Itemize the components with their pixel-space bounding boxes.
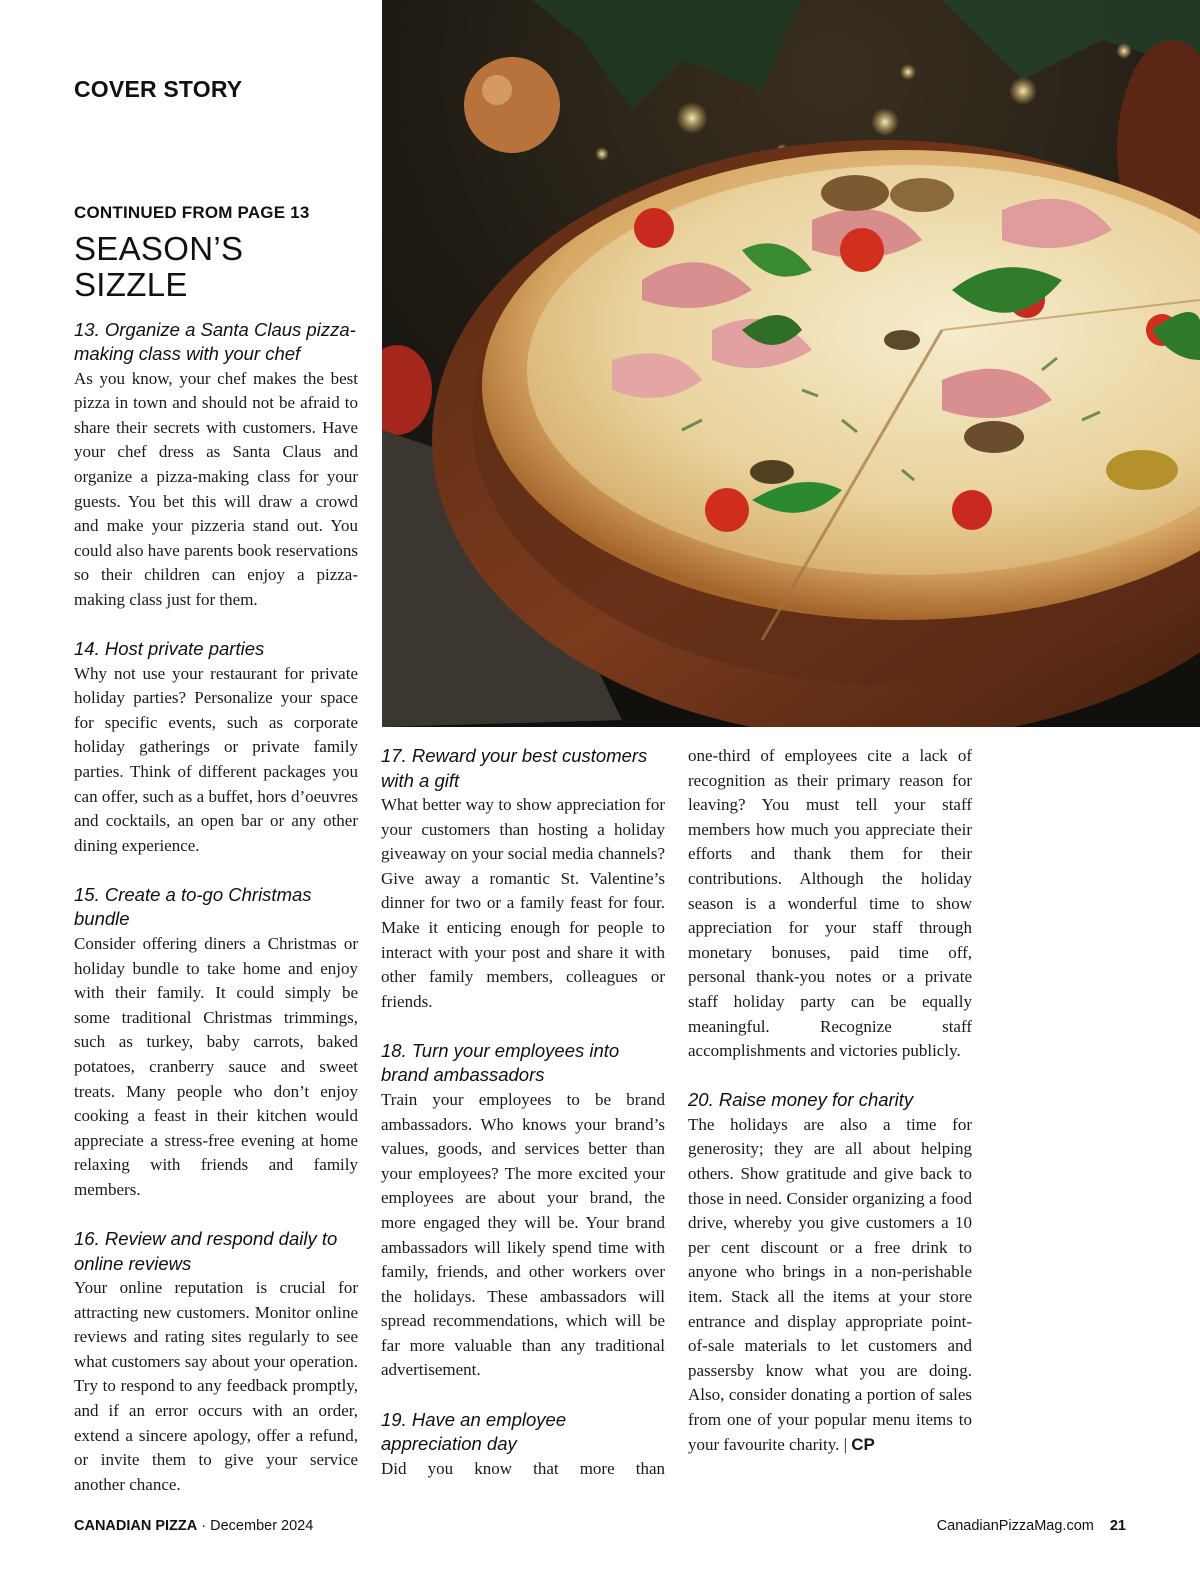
section-body: Train your employees to be brand ambassadors. Who knows your brand’s values, goods, and services better than your employees? The more excited your employees are about your brand, the more engaged they will be. Your brand ambassadors will likely spend time with family, friends, and other workers over the holidays. These ambassadors will spread recommendations, which will be far more valuable than any traditional advertisement. xyxy=(381,1089,665,1380)
section-body-start: Did you know that more than xyxy=(381,1458,665,1478)
section-heading: 15. Create a to-go Christmas bundle xyxy=(74,883,312,930)
section-heading: 14. Host private parties xyxy=(74,638,265,660)
section-heading: 18. Turn your employees into brand ambassadors xyxy=(381,1039,620,1086)
section-heading: 13. Organize a Santa Claus pizza-making class with your chef xyxy=(74,318,356,365)
column-2 xyxy=(381,744,665,1481)
column-3 xyxy=(688,744,972,1457)
section-body: Your online reputation is crucial for attracting new customers. Monitor online reviews and rating sites regularly to see what customers say about your operation. Try to respond to any feedback promptly, and if an error occurs with an order, extend a sincere apology, offer a refund, or invite them to give your service another chance. xyxy=(74,1278,358,1494)
section-body-continued: one-third of employees cite a lack of recognition as their primary reason for leaving? You must tell your staff members how much you appreciate their efforts and thank them for their contributions. Although the holiday season is a wonderful time to show appreciation for your staff through monetary bonuses, paid time off, personal thank-you notes or a private staff holiday party can be equally meaningful. Recognize staff accomplishments and victories publicly. xyxy=(688,746,972,1061)
footer-site xyxy=(937,1518,1126,1534)
issue-date: · December 2024 xyxy=(197,1518,314,1534)
section-heading: 16. Review and respond daily to online reviews xyxy=(74,1228,338,1274)
page-number: 21 xyxy=(1109,1518,1126,1534)
section-label: COVER STORY xyxy=(74,76,243,102)
section-heading: 19. Have an employee appreciation day xyxy=(381,1408,567,1455)
section-body-text: The holidays are also a time for generosity; they are all about helping others. Show gratitude and give back to those in need. Consider organizing a food drive, whereby you give customers a 10 per cent discount or a free drink to anyone who brings in a non-perishable item. Stack all the items at your store entrance and display appropriate point-of-sale materials to let customers and passersby know what you are doing. Also, consider donating a portion of sales from one of your popular menu items to your favourite charity. xyxy=(688,1114,972,1454)
section-body: Why not use your restaurant for private holiday parties? Personalize your space for specific events, such as corporate holiday gatherings or private family parties. Think of different packages you can offer, such as a buffet, hors d’oeuvres and cocktails, an open bar or any other dining experience. xyxy=(74,663,358,855)
pizza-photo xyxy=(382,0,1200,727)
pizza-illustration xyxy=(382,0,1200,727)
end-mark: CP xyxy=(851,1434,875,1454)
section-body: Consider offering diners a Christmas or holiday bundle to take home and enjoy with their family. It could simply be some traditional Christmas trimmings, such as turkey, baby carrots, baked potatoes, cranberry sauce and sweet treats. Many people who don’t enjoy cooking a feast in their kitchen would appreciate a stress-free evening at home relaxing with friends and family members. xyxy=(74,933,358,1199)
section-heading: 17. Reward your best customers with a gift xyxy=(381,745,648,791)
publication-name: CANADIAN PIZZA xyxy=(74,1518,198,1534)
continued-label: CONTINUED FROM PAGE 13 xyxy=(74,203,310,222)
section-body: The holidays are also a time for generosity; they are all about helping others. Show gratitude and give back to those in need. Consider organizing a food drive, whereby you give customers a 10 per cent discount or a free drink to anyone who brings in a non-perishable item. Stack all the items at your store entrance and display appropriate point-of-sale materials to let customers and passersby know what you are doing. Also, consider donating a portion of sales from one of your popular menu items to your favourite charity. | CP xyxy=(688,1114,972,1454)
footer-publication xyxy=(74,1518,313,1534)
article-headline: SEASON’S SIZZLE xyxy=(74,230,244,304)
section-body: As you know, your chef makes the best pizza in town and should not be afraid to share their secrets with customers. Have your chef dress as Santa Claus and organize a pizza-making class for your guests. You bet this will draw a crowd and make your pizzeria stand out. You could also have parents book reservations so their children can enjoy a pizza-making class just for them. xyxy=(74,368,358,609)
section-body: What better way to show appreciation for your customers than hosting a holiday giveaway on your social media channels? Give away a romantic St. Valentine’s dinner for two or a family feast for four. Make it enticing enough for people to interact with your post and share it with other family members, colleagues or friends. xyxy=(381,795,665,1011)
section-heading: 20. Raise money for charity xyxy=(688,1089,914,1111)
column-1 xyxy=(74,203,358,1497)
website-link[interactable]: CanadianPizzaMag.com xyxy=(936,1518,1094,1534)
